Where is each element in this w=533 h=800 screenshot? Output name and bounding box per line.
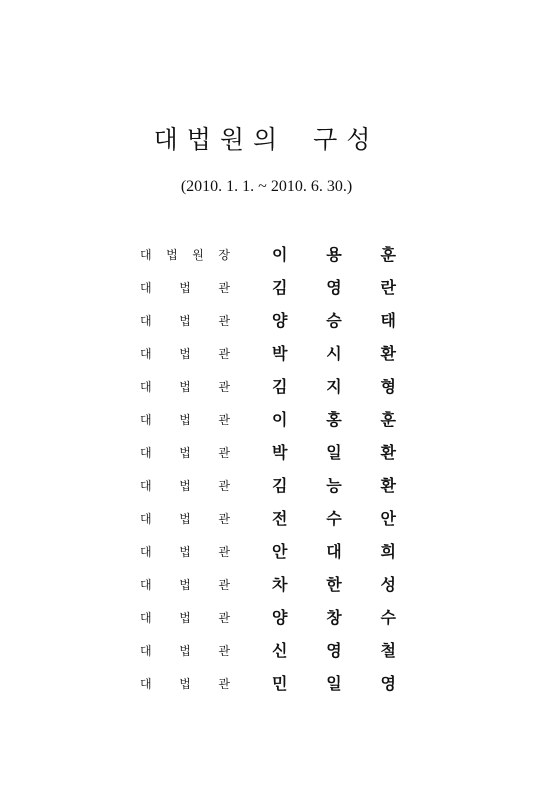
roster-row: [0, 572, 533, 605]
justice-position: 대 법 관: [140, 611, 230, 625]
justice-position: 대 법 관: [140, 512, 230, 526]
justice-position: 대 법 관: [140, 644, 230, 658]
roster-row: [0, 341, 533, 374]
roster-row: [0, 242, 533, 275]
roster-row: [0, 506, 533, 539]
justice-name: 민 일 영: [272, 674, 396, 693]
justice-name: 전 수 안: [272, 509, 396, 528]
justice-position: 대 법 관: [140, 347, 230, 361]
period-range: (2010. 1. 1. ~ 2010. 6. 30.): [180, 178, 353, 195]
justice-name: 김 능 환: [272, 476, 396, 495]
justice-position: 대 법 관: [140, 578, 230, 592]
justice-name: 김 영 란: [272, 278, 396, 297]
roster-row: [0, 407, 533, 440]
roster-row: [0, 638, 533, 671]
justice-position: 대 법 관: [140, 380, 230, 394]
roster-row: [0, 308, 533, 341]
justice-name: 안 대 희: [272, 542, 396, 561]
page-title: 대법원의 구성: [153, 125, 380, 154]
justice-name: 박 일 환: [272, 443, 396, 462]
justice-name: 이 홍 훈: [272, 410, 396, 429]
justice-position: 대 법 관: [140, 413, 230, 427]
justice-position: 대 법 관: [140, 545, 230, 559]
justice-name: 김 지 형: [272, 377, 396, 396]
justice-position: 대 법 관: [140, 281, 230, 295]
justice-name: 차 한 성: [272, 575, 396, 594]
roster-row: [0, 539, 533, 572]
roster-row: [0, 671, 533, 704]
justice-name: 양 창 수: [272, 608, 396, 627]
justice-position: 대 법 원 장: [140, 248, 230, 262]
justice-name: 양 승 태: [272, 311, 396, 330]
roster-row: [0, 275, 533, 308]
justice-name: 신 영 철: [272, 641, 396, 660]
roster-row: [0, 605, 533, 638]
roster-row: [0, 374, 533, 407]
roster-row: [0, 440, 533, 473]
justice-position: 대 법 관: [140, 314, 230, 328]
justice-position: 대 법 관: [140, 446, 230, 460]
justice-position: 대 법 관: [140, 677, 230, 691]
justice-name: 박 시 환: [272, 344, 396, 363]
justice-name: 이 용 훈: [272, 245, 396, 264]
roster-row: [0, 473, 533, 506]
justice-position: 대 법 관: [140, 479, 230, 493]
justice-roster: [0, 242, 533, 704]
